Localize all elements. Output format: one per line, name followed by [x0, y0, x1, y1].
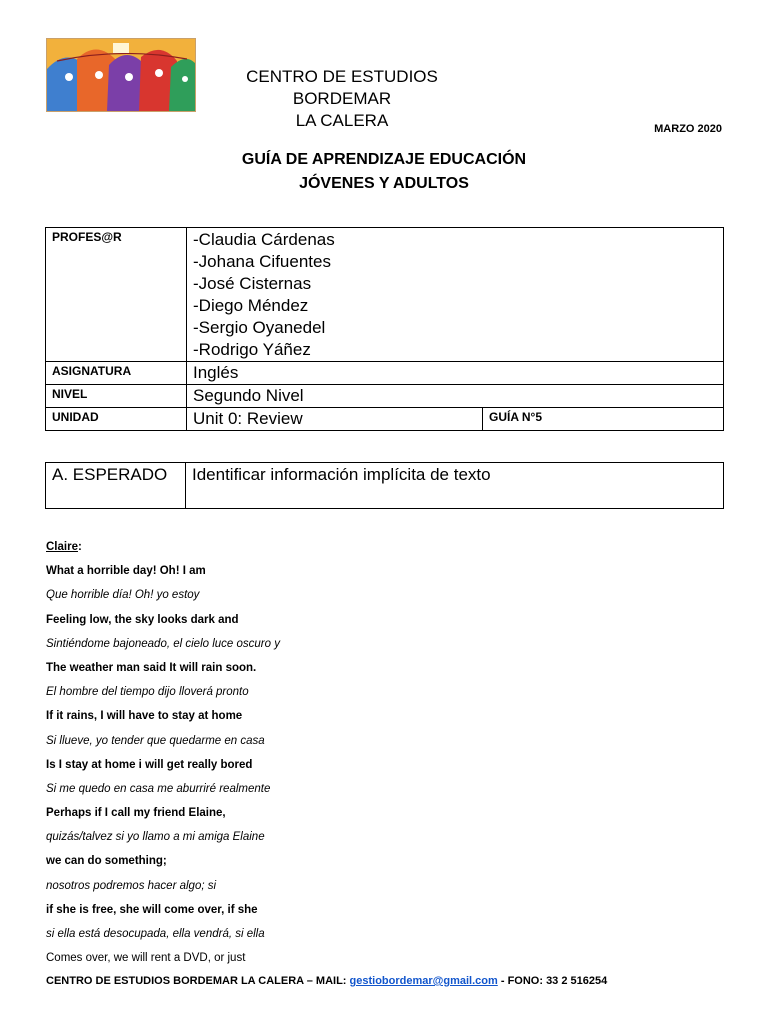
title-line1: GUÍA DE APRENDIZAJE EDUCACIÓN	[241, 151, 527, 168]
school-name-line1: CENTRO DE ESTUDIOS BORDEMAR	[246, 67, 438, 108]
unidad-row	[46, 408, 724, 431]
profesor-list	[187, 228, 724, 362]
spanish-line: quizás/talvez si yo llamo a mi amiga Elaine	[46, 831, 265, 844]
spanish-line: si ella está desocupada, ella vendrá, si ella	[46, 928, 265, 940]
poem-text	[46, 540, 726, 975]
school-name	[200, 66, 484, 132]
english-line: Perhaps if I call my friend Elaine,	[46, 807, 226, 820]
page-footer	[46, 975, 607, 987]
spanish-line: El hombre del tiempo dijo lloverá pronto	[46, 686, 249, 699]
spanish-line: Sintiéndome bajoneado, el cielo luce oscuro y	[46, 637, 280, 650]
profesor-name: -Sergio Oyanedel	[193, 318, 326, 337]
asignatura-label: ASIGNATURA	[46, 362, 187, 385]
english-line: What a horrible day! Oh! I am	[46, 565, 206, 578]
document-title	[0, 148, 768, 196]
english-line: we can do something;	[46, 855, 167, 868]
profesor-name: -Johana Cifuentes	[193, 252, 331, 271]
profesor-name: -José Cisternas	[193, 274, 312, 293]
english-line: If it rains, I will have to stay at home	[46, 710, 243, 723]
english-line: The weather man said It will rain soon.	[46, 661, 257, 674]
nivel-row	[46, 385, 724, 408]
english-line: Comes over, we will rent a DVD, or just	[46, 952, 246, 965]
asignatura-row	[46, 362, 724, 385]
profesor-name: -Diego Méndez	[193, 296, 309, 315]
spanish-line: nosotros podremos hacer algo; si	[46, 879, 217, 892]
school-logo	[46, 38, 196, 112]
asignatura-value: Inglés	[187, 362, 724, 385]
footer-email-link[interactable]: gestiobordemar@gmail.com	[349, 975, 498, 987]
english-line: Feeling low, the sky looks dark and	[46, 613, 239, 626]
nivel-value: Segundo Nivel	[187, 385, 724, 408]
expected-row	[46, 463, 724, 509]
poem-speaker: Claire:	[46, 541, 82, 553]
info-table	[45, 227, 724, 431]
english-line: if she is free, she will come over, if she	[46, 903, 258, 916]
footer-prefix: CENTRO DE ESTUDIOS BORDEMAR LA CALERA – MAIL:	[46, 975, 350, 987]
expected-value: Identificar información implícita de texto	[186, 463, 724, 509]
logo-art-icon	[47, 39, 195, 111]
guia-label: GUÍA N°5	[483, 408, 724, 431]
unidad-label: UNIDAD	[46, 408, 187, 431]
document-date: MARZO 2020	[654, 123, 722, 135]
profesor-name: -Rodrigo Yáñez	[193, 340, 311, 359]
spanish-line: Si me quedo en casa me aburriré realmente	[46, 782, 271, 795]
profesor-label: PROFES@R	[46, 228, 187, 362]
expected-label: A. ESPERADO	[46, 463, 186, 509]
spanish-line: Si llueve, yo tender que quedarme en casa	[46, 734, 265, 747]
profesor-row	[46, 228, 724, 362]
title-line2: JÓVENES Y ADULTOS	[299, 175, 469, 192]
profesor-name: -Claudia Cárdenas	[193, 230, 335, 249]
speaker-name: Claire	[46, 541, 78, 553]
school-name-line2: LA CALERA	[295, 111, 389, 130]
spanish-line: Que horrible día! Oh! yo estoy	[46, 589, 200, 602]
english-line: Is I stay at home i will get really bored	[46, 758, 253, 771]
unidad-value: Unit 0: Review	[187, 408, 483, 431]
footer-phone: - FONO: 33 2 516254	[497, 975, 608, 987]
nivel-label: NIVEL	[46, 385, 187, 408]
expected-table	[45, 462, 724, 509]
